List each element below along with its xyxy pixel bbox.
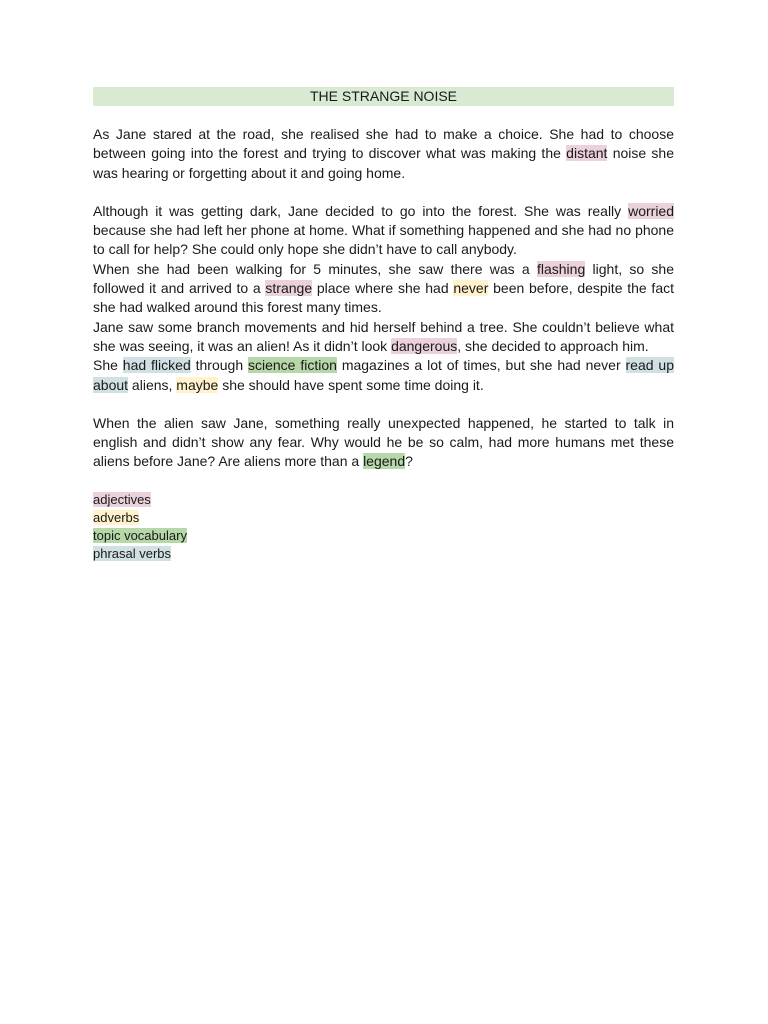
highlight-adverb: maybe (176, 376, 219, 393)
paragraph-2: Although it was getting dark, Jane decided to go into the forest. She was really worried because she had left her phone at home. What if something happened and she had no phone to call for help? She could only hope she didn’t have to call anybody. (93, 202, 674, 258)
highlight-adjective: strange (265, 280, 313, 297)
paragraph-6: When the alien saw Jane, something really unexpected happened, he started to talk in english and didn’t show any fear. Why would he be so calm, had more humans met these aliens before Jane? Are aliens more than a legend? (93, 414, 674, 470)
document-title: THE STRANGE NOISE (93, 87, 674, 106)
highlight-topic-vocabulary: legend (363, 453, 406, 470)
highlight-adverb: never (453, 280, 489, 297)
highlight-adjective: worried (628, 202, 674, 219)
paragraph-1: As Jane stared at the road, she realised she had to make a choice. She had to choose between going into the forest and trying to discover what was making the distant noise she was hearing or forgetting about it and going home. (93, 126, 674, 181)
paragraph-4: Jane saw some branch movements and hid herself behind a tree. She couldn’t believe what she was seeing, it was an alien! As it didn’t look dangerous, she decided to approach him. (93, 318, 674, 354)
highlight-topic-vocabulary: science fiction (248, 357, 337, 374)
highlight-adjective: distant (566, 145, 608, 162)
highlight-adjective: dangerous (391, 337, 458, 354)
paragraph-3: When she had been walking for 5 minutes, she saw there was a flashing light, so she followed it and arrived to a strange place where she had never been before, despite the fact she had walked around this forest many times. (93, 260, 674, 316)
legend-item-phrasal-verbs: phrasal verbs (93, 545, 172, 561)
color-legend (93, 491, 674, 563)
highlight-adjective: flashing (536, 260, 586, 277)
highlight-phrasal-verb: read up about (93, 357, 674, 393)
highlight-phrasal-verb: had flicked (122, 357, 191, 374)
legend-item-adverbs: adverbs (93, 509, 140, 525)
document-page (93, 87, 674, 563)
legend-item-adjectives: adjectives (93, 491, 151, 507)
legend-item-topic-vocabulary: topic vocabulary (93, 527, 187, 543)
paragraph-5: She had flicked through science fiction magazines a lot of times, but she had never read up about aliens, maybe she should have spent some time doing it. (93, 357, 674, 393)
